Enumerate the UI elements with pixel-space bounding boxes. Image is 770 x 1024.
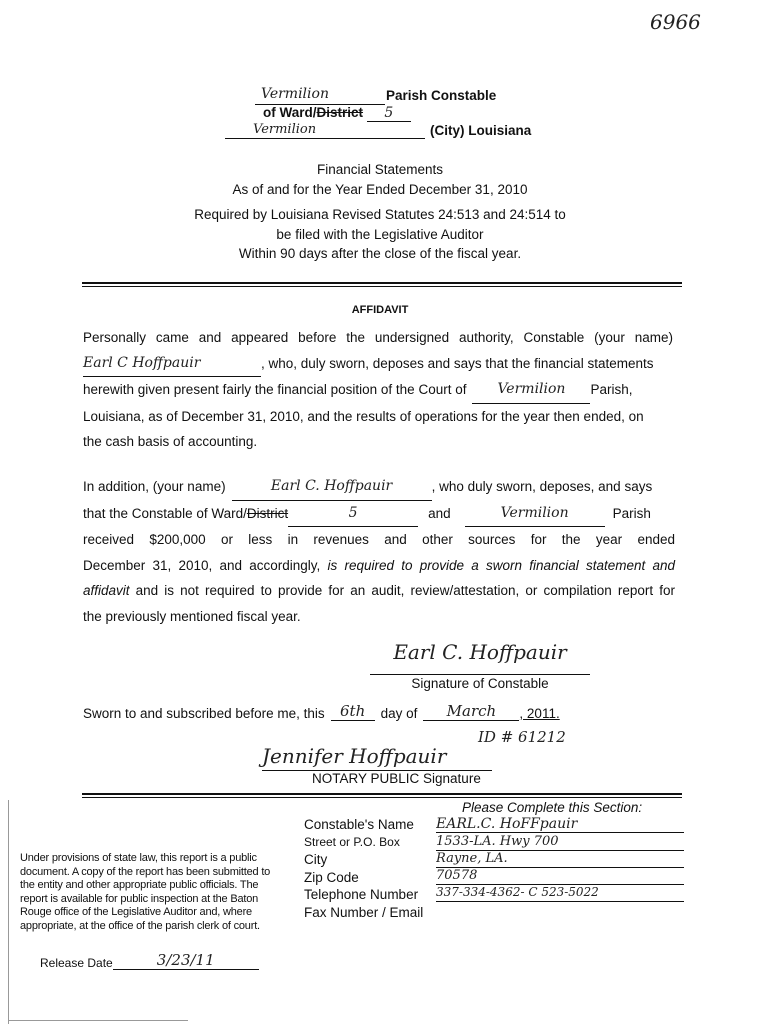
public-document-note: Under provisions of state law, this report is a public document. A copy of the report has been submitted to the entity and other appropriate public officials. The report is available for public inspection at the Baton Rouge office of the Legislative Auditor and, where appropriate, at the office of the parish clerk of court.	[20, 852, 271, 932]
p1-text-b: , who, duly sworn, deposes and says that the financial statements	[261, 355, 654, 371]
title-line-4: be filed with the Legislative Auditor	[276, 226, 484, 242]
label-constable-name: Constable's Name	[304, 817, 414, 832]
p1-text-d: Parish,	[590, 382, 633, 397]
city-handwritten: Vermilion	[253, 122, 317, 137]
label-fax-email: Fax Number / Email	[304, 904, 424, 920]
parish-line	[255, 86, 385, 105]
constable-signature-label: Signature of Constable	[411, 676, 549, 691]
sworn-text: Sworn to and subscribed before me, this	[83, 706, 325, 721]
district-struck: District	[316, 105, 364, 120]
footer-note-border	[8, 800, 9, 1024]
label-telephone: Telephone Number	[304, 887, 419, 902]
p2-line-1	[83, 474, 675, 501]
p1-constable-name: Earl C Hoffpauir	[83, 351, 261, 378]
of-ward-row	[263, 105, 411, 122]
contact-labels	[304, 816, 434, 921]
title-line-3: Required by Louisiana Revised Statutes 24:513 and 24:514 to	[194, 207, 566, 222]
sworn-day-of: day of	[380, 706, 418, 721]
p2-parish-word: Parish	[612, 505, 651, 521]
p2-parish-name: Vermilion	[465, 501, 605, 528]
sworn-year: , 2011.	[519, 706, 560, 721]
title-block	[80, 160, 680, 264]
label-zip: Zip Code	[304, 869, 359, 885]
title-line-2: As of and for the Year Ended December 31, 2010	[232, 181, 528, 197]
affidavit-paragraph-1	[83, 325, 673, 455]
sworn-line	[83, 702, 560, 721]
p1-parish-name: Vermilion	[472, 377, 590, 404]
p1-line-2	[83, 351, 673, 378]
document-number: 6966	[650, 10, 701, 34]
p2-text-f2: and is not required to provide for an audit, review/attestation, or compilation report for	[129, 583, 675, 598]
p2-line-6: the previously mentioned fiscal year.	[83, 608, 301, 624]
p1-line-1: Personally came and appeared before the undersigned authority, Constable (your name)	[83, 330, 673, 345]
p2-line-3: received $200,000 or less in revenues and other sources for the year ended	[83, 532, 675, 547]
p2-text-a: In addition, (your name)	[83, 479, 226, 494]
title-line-5: Within 90 days after the close of the fiscal year.	[238, 246, 522, 261]
please-complete-label: Please Complete this Section:	[462, 800, 643, 815]
value-telephone[interactable]: 337-334-4362- C 523-5022	[436, 885, 684, 902]
p2-text-e1: December 31, 2010, and accordingly,	[83, 557, 328, 573]
bottom-rule	[8, 1020, 188, 1021]
p1-text-c: herewith given present fairly the financial position of the Court of	[83, 382, 467, 397]
parish-handwritten: Vermilion	[261, 86, 329, 102]
label-street: Street or P.O. Box	[304, 834, 400, 849]
value-city[interactable]: Rayne, LA.	[436, 851, 684, 868]
notary-id: ID # 61212	[478, 728, 566, 746]
divider-top	[82, 282, 682, 287]
notary-signature-block	[262, 744, 492, 786]
p2-constable-name: Earl C. Hoffpauir	[232, 474, 432, 501]
p2-line-4	[83, 553, 675, 579]
value-fax-email[interactable]	[436, 902, 684, 918]
p2-text-b: , who duly sworn, deposes, and says	[431, 479, 653, 494]
p1-line-4: Louisiana, as of December 31, 2010, and the results of operations for the year then ended, on	[83, 408, 644, 424]
release-date-value[interactable]: 3/23/11	[113, 951, 259, 970]
p2-line-2	[83, 501, 675, 528]
p2-text-f1: affidavit	[83, 583, 130, 598]
label-city: City	[304, 852, 328, 867]
sworn-month: March	[423, 702, 519, 721]
constable-signature-block	[370, 640, 590, 691]
release-date-label: Release Date	[40, 956, 113, 970]
p2-text-e2: is required to provide a sworn financial statement and	[327, 557, 675, 573]
p1-line-5: the cash basis of accounting.	[83, 434, 258, 449]
sworn-day: 6th	[331, 702, 375, 721]
p1-line-3	[83, 377, 673, 404]
city-louisiana-label: (City) Louisiana	[430, 123, 532, 138]
p2-line-5	[83, 578, 675, 604]
title-line-1: Financial Statements	[316, 162, 444, 177]
divider-bottom	[82, 793, 682, 798]
ward-number: 5	[367, 105, 411, 122]
affidavit-heading: AFFIDAVIT	[351, 304, 409, 316]
value-zip[interactable]: 70578	[436, 868, 684, 885]
p2-text-c: that the Constable of Ward/	[83, 505, 247, 521]
notary-signature: Jennifer Hoffpauir	[262, 744, 492, 771]
of-ward-label: of Ward/	[263, 105, 317, 120]
value-constable-name[interactable]: EARL.C. HoFFpauir	[436, 816, 684, 833]
release-date-row	[40, 951, 259, 970]
city-line	[225, 121, 425, 139]
value-street[interactable]: 1533-LA. Hwy 700	[436, 834, 684, 851]
constable-signature: Earl C. Hoffpauir	[370, 640, 590, 675]
p2-and: and	[428, 505, 451, 521]
p2-ward-number: 5	[288, 501, 418, 528]
header-block	[225, 86, 545, 142]
p2-district-struck: District	[246, 505, 289, 521]
affidavit-paragraph-2	[83, 474, 675, 629]
notary-signature-label: NOTARY PUBLIC Signature	[312, 771, 481, 786]
parish-constable-label: Parish Constable	[386, 88, 497, 103]
